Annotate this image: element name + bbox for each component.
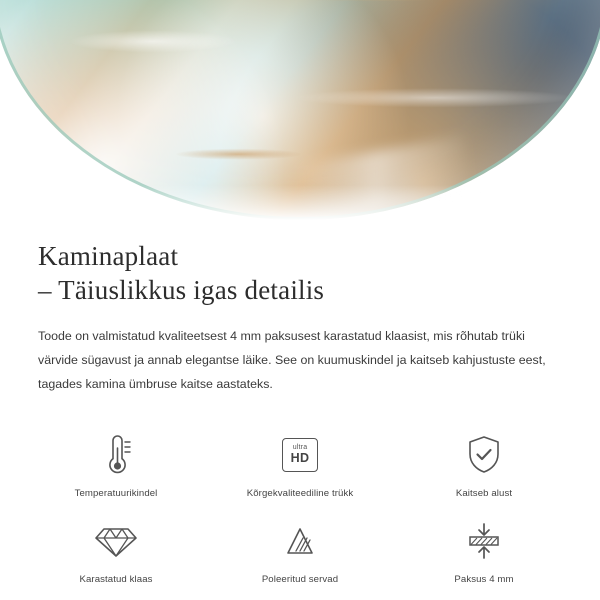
hero-image xyxy=(0,0,600,225)
marble-glass-panel xyxy=(0,0,600,220)
feature-item-temperature xyxy=(24,431,208,499)
feature-item-surface-protection xyxy=(392,431,576,499)
feature-item-polished-edges xyxy=(208,517,392,585)
feature-grid xyxy=(0,431,600,585)
feature-item-tempered-glass xyxy=(24,517,208,585)
diamond-icon xyxy=(93,517,139,565)
ultra-hd-badge-bottom: HD xyxy=(290,451,310,466)
thickness-icon xyxy=(462,517,506,565)
feature-label: Temperatuurikindel xyxy=(74,487,158,499)
feature-item-thickness xyxy=(392,517,576,585)
content-block xyxy=(0,225,600,397)
feature-label: Poleeritud servad xyxy=(261,573,339,585)
title-line-2: – Täiuslikkus igas detailis xyxy=(38,275,325,306)
ultra-hd-icon xyxy=(282,431,318,479)
feature-label: Paksus 4 mm xyxy=(454,573,514,585)
feature-label: Kõrgekvaliteediline trükk xyxy=(246,487,354,499)
polished-edges-icon xyxy=(278,517,322,565)
shield-check-icon xyxy=(463,431,505,479)
product-description: Toode on valmistatud kvaliteetsest 4 mm paksusest karastatud klaasist, mis rõhutab trüki värvide sügavust ja annab elegantse läike. See on kuumuskindel ja kaitseb kahjustuste eest, tagades kamina ümbruse kaitse aastateks. xyxy=(38,329,546,392)
page-title xyxy=(38,239,562,307)
marble-veins xyxy=(0,0,600,220)
thermometer-icon xyxy=(96,431,136,479)
feature-item-print-quality xyxy=(208,431,392,499)
feature-label: Kaitseb alust xyxy=(455,487,513,499)
ultra-hd-badge-top: ultra xyxy=(292,444,308,452)
feature-label: Karastatud klaas xyxy=(79,573,153,585)
title-line-1: Kaminaplaat xyxy=(38,241,179,271)
